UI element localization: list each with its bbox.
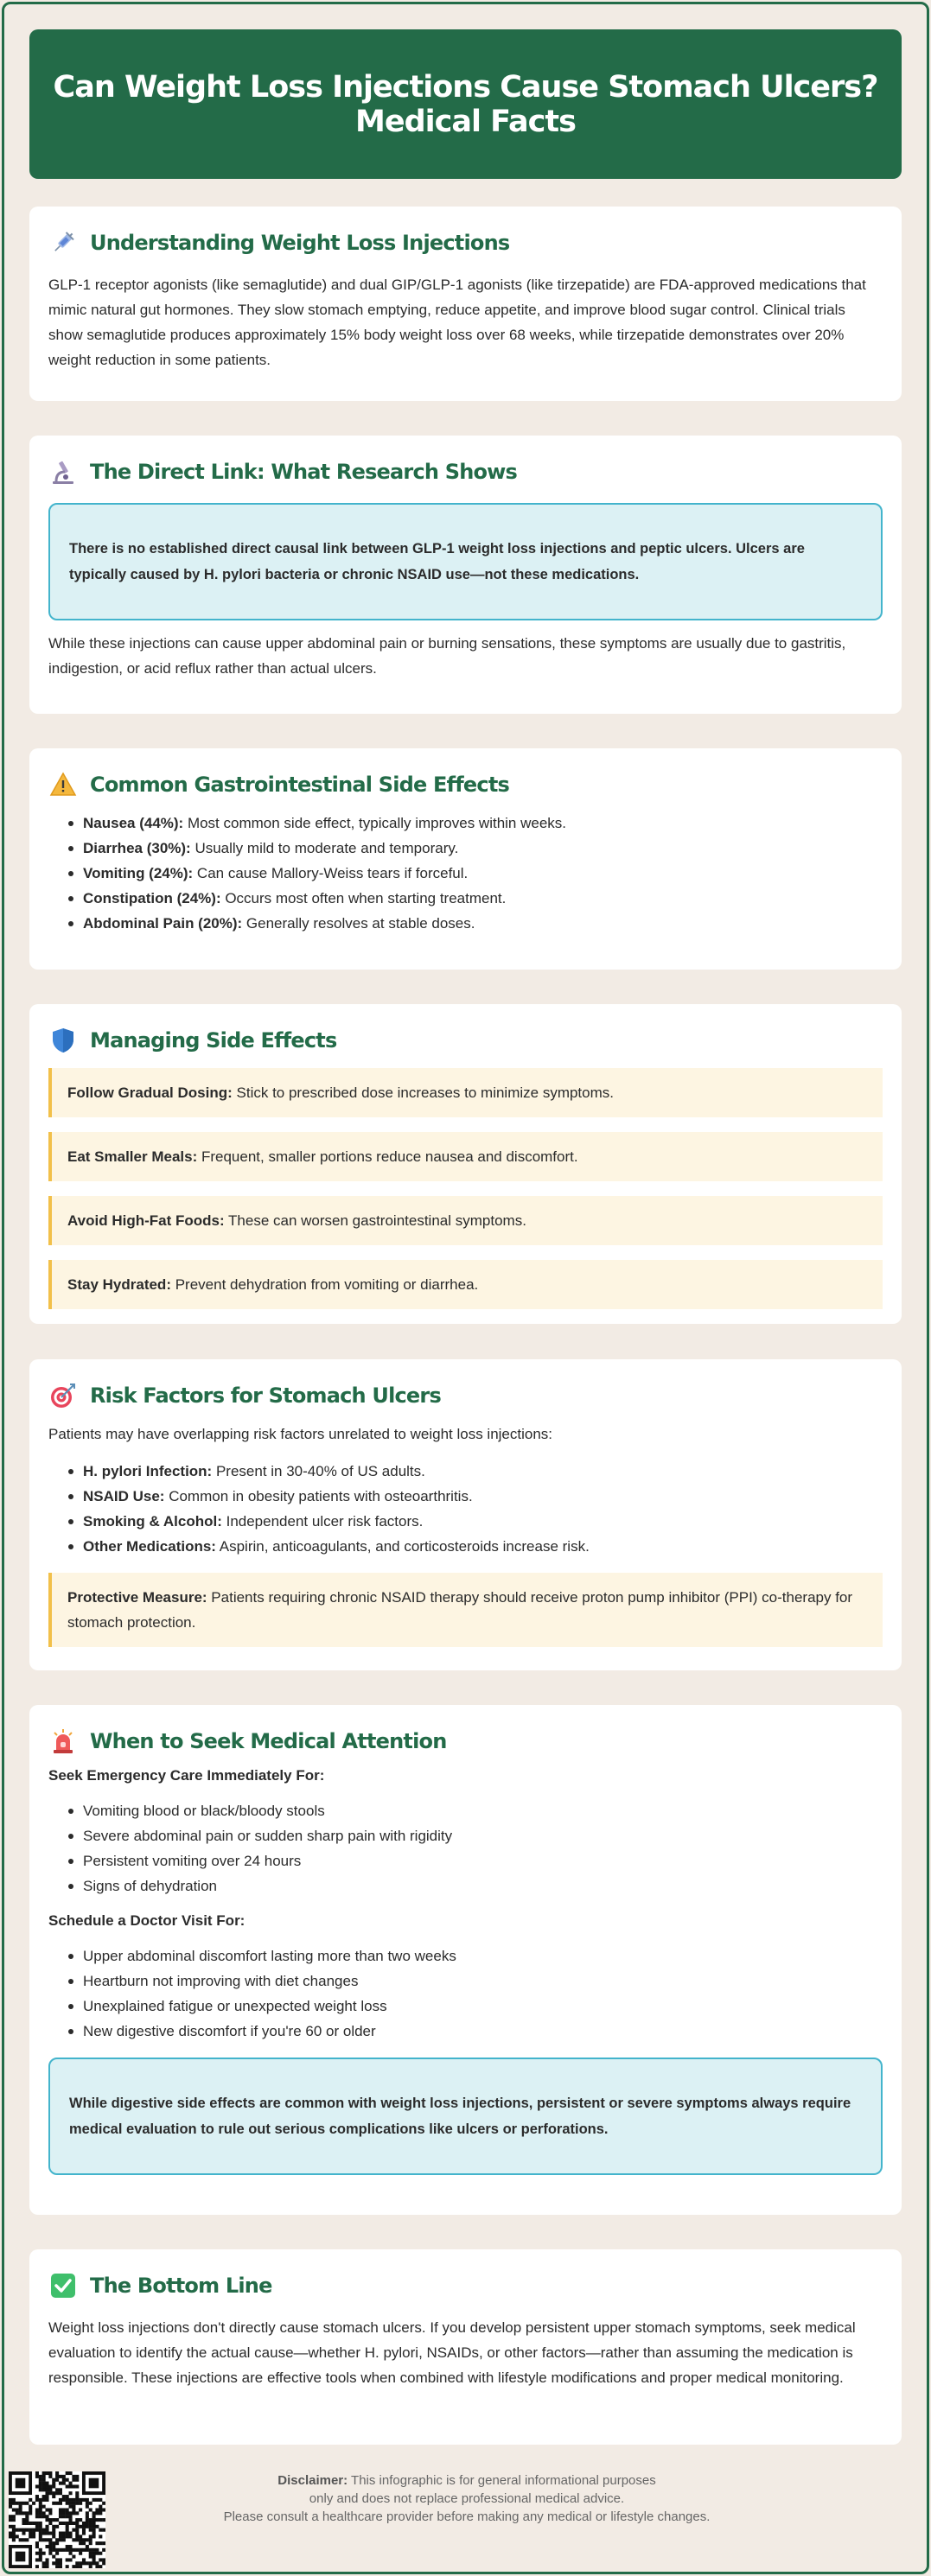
list-item: Severe abdominal pain or sudden sharp pain with rigidity (48, 1823, 883, 1848)
section-heading: When to Seek Medical Attention (90, 1729, 447, 1753)
disclaimer: Disclaimer: This infographic is for general informational purposes only and does not replace professional medical advice. Please consult a healthcare provider before making any medical or lifestyle changes. (223, 2473, 711, 2524)
list-item: Vomiting blood or black/bloody stools (48, 1798, 883, 1823)
section-heading: Common Gastrointestinal Side Effects (90, 773, 509, 797)
section-text: GLP-1 receptor agonists (like semaglutide) and dual GIP/GLP-1 agonists (like tirzepatide) are FDA-approved medications that mimic natural gut hormones. They slow stomach emptying, reduce appetite, and improve blood sugar control. Clinical trials show semaglutide produces approximately 15% body weight loss over 68 weeks, while tirzepatide demonstrates over 20% weight reduction in some patients. (48, 277, 866, 368)
section-risk-factors (29, 1359, 902, 1670)
tip-box: Stay Hydrated: Prevent dehydration from vomiting or diarrhea. (48, 1260, 883, 1309)
list-item: Smoking & Alcohol: Independent ulcer risk factors. (48, 1509, 883, 1534)
list-item: New digestive discomfort if you're 60 or older (48, 2019, 883, 2044)
key-finding-callout (48, 503, 883, 620)
protective-measure-note: Protective Measure: Patients requiring chronic NSAID therapy should receive proton pump inhibitor (PPI) co-therapy for stomach protection. (48, 1573, 883, 1647)
list-item: Unexplained fatigue or unexpected weight loss (48, 1994, 883, 2019)
list-item: Diarrhea (30%): Usually mild to moderate and temporary. (48, 836, 883, 861)
microscope-icon (48, 457, 78, 487)
section-medical-attention (29, 1705, 902, 2215)
doctor-subheading: Schedule a Doctor Visit For: (48, 1912, 246, 1929)
section-side-effects (29, 748, 902, 970)
list-item: Abdominal Pain (20%): Generally resolves at stable doses. (48, 911, 883, 936)
checkmark-icon (48, 2271, 78, 2300)
list-item: Vomiting (24%): Can cause Mallory-Weiss tears if forceful. (48, 861, 883, 886)
section-heading: The Bottom Line (90, 2274, 272, 2298)
section-bottom-line (29, 2249, 902, 2445)
list-item: Upper abdominal discomfort lasting more than two weeks (48, 1943, 883, 1969)
section-understanding (29, 207, 902, 401)
doctor-visit-list (48, 1943, 883, 2044)
callout-text: While digestive side effects are common with weight loss injections, persistent or severe symptoms always require medical evaluation to rule out serious complications like ulcers or perforations. (69, 2096, 851, 2137)
section-text: While these injections can cause upper abdominal pain or burning sensations, these symptoms are usually due to gastritis, indigestion, or acid reflux rather than actual ulcers. (48, 635, 846, 677)
risk-factors-list (48, 1459, 883, 1559)
syringe-icon (48, 228, 78, 258)
list-item: Heartburn not improving with diet changes (48, 1969, 883, 1994)
section-heading: The Direct Link: What Research Shows (90, 460, 518, 484)
section-intro: Patients may have overlapping risk factors unrelated to weight loss injections: (48, 1426, 553, 1442)
emergency-subheading: Seek Emergency Care Immediately For: (48, 1767, 325, 1784)
siren-icon (48, 1727, 78, 1756)
list-item: Other Medications: Aspirin, anticoagulants, and corticosteroids increase risk. (48, 1534, 883, 1559)
disclaimer-label: Disclaimer: (277, 2473, 348, 2488)
section-heading: Risk Factors for Stomach Ulcers (90, 1383, 441, 1408)
tip-box: Avoid High-Fat Foods: These can worsen gastrointestinal symptoms. (48, 1196, 883, 1245)
section-heading: Managing Side Effects (90, 1028, 337, 1053)
section-managing (29, 1004, 902, 1324)
list-item: H. pylori Infection: Present in 30-40% of US adults. (48, 1459, 883, 1484)
list-item: Constipation (24%): Occurs most often when starting treatment. (48, 886, 883, 911)
list-item: Signs of dehydration (48, 1873, 883, 1899)
emergency-list (48, 1798, 883, 1899)
page-title: Can Weight Loss Injections Cause Stomach Ulcers? Medical Facts (53, 69, 878, 139)
tip-box: Follow Gradual Dosing: Stick to prescribed dose increases to minimize symptoms. (48, 1068, 883, 1117)
side-effects-list (48, 811, 883, 936)
title-banner (29, 29, 902, 179)
section-research (29, 436, 902, 714)
list-item: Persistent vomiting over 24 hours (48, 1848, 883, 1873)
list-item: Nausea (44%): Most common side effect, typically improves within weeks. (48, 811, 883, 836)
tip-box: Eat Smaller Meals: Frequent, smaller portions reduce nausea and discomfort. (48, 1132, 883, 1181)
section-text: Weight loss injections don't directly cause stomach ulcers. If you develop persistent upper stomach symptoms, seek medical evaluation to identify the actual cause—whether H. pylori, NSAIDs, or other factors—rather than assuming the medication is responsible. These injections are effective tools when combined with lifestyle modifications and proper medical monitoring. (48, 2319, 856, 2386)
section-heading: Understanding Weight Loss Injections (90, 231, 510, 255)
key-finding-text: There is no established direct causal link between GLP-1 weight loss injections and peptic ulcers. Ulcers are typically caused by H. pylori bacteria or chronic NSAID use—not these medications. (69, 541, 805, 582)
warning-icon (48, 770, 78, 799)
list-item: NSAID Use: Common in obesity patients with osteoarthritis. (48, 1484, 883, 1509)
shield-icon (48, 1026, 78, 1055)
qr-code (9, 2471, 105, 2568)
medical-evaluation-callout (48, 2058, 883, 2175)
target-icon (48, 1381, 78, 1410)
